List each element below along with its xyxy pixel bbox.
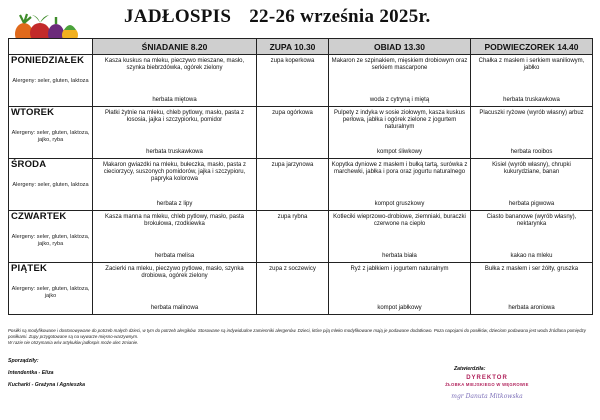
breakfast-cell — [93, 263, 257, 315]
soup-cell — [257, 107, 329, 159]
header-soup: ZUPA 10.30 — [257, 39, 329, 55]
lunch-dish: Ryż z jabłkiem i jogurtem naturalnym — [350, 266, 449, 272]
note-main: Posiłki są modyfikowane i dostosowywane do potrzeb małych dzieci, w tym do potrzeb alergików. Stosowane są indywidualne zamienniki alergenów. Dzieci, które piją mleko modyfikowane mają je podawane dodatkowo. Poza napojami do posiłków, dzieciom podawana jest woda źródlana pomiędzy posiłkami. Zupy przygotowane są na wywarze mięsno-warzywnym. — [8, 328, 586, 339]
breakfast-dish: Makaron gwiazdki na mleku, bułeczka, masło, pasta z cieciorzycy, suszonych pomidorów, jajka i szczypioru, papryka kolorowa — [102, 162, 247, 183]
prepared-by-cooks: Kucharki - Grażyna i Agnieszka — [8, 382, 86, 388]
lunch-dish: Kopytka dyniowe z masłem i bułką tartą, surówka z marchewki, jabłka i pora oraz jogurtu naturalnego — [331, 162, 468, 176]
day-name: ŚRODA — [11, 159, 47, 170]
snack-drink: herbata pigwowa — [508, 200, 555, 207]
breakfast-cell — [93, 211, 257, 263]
soup-cell — [257, 159, 329, 211]
day-name: PIĄTEK — [11, 263, 48, 274]
title-dates: 22-26 września 2025r. — [249, 6, 431, 27]
director-stamp-line: ŻŁOBKA MIEJSKIEGO W WĘGROWIE — [445, 382, 529, 387]
lunch-dish: Makaron ze szpinakiem, mięskiem drobiowym oraz serkiem mascarpone — [331, 58, 468, 72]
snack-dish: Ciasto bananowe (wyrób własny), nektarynka — [486, 214, 577, 228]
header-lunch: OBIAD 13.30 — [329, 39, 471, 55]
menu-table — [8, 38, 593, 315]
lunch-dish: Kotleciki wieprzowo-drobiowe, ziemniaki, buraczki czerwone na ciepło — [333, 214, 466, 228]
soup-cell — [257, 55, 329, 107]
snack-cell — [471, 159, 593, 211]
snack-drink: kakao na mleku — [510, 252, 553, 259]
lunch-cell — [329, 263, 471, 315]
menu-day-row — [9, 159, 593, 211]
soup-cell — [257, 263, 329, 315]
soup-dish: zupa z soczewicy — [269, 266, 316, 272]
day-cell — [9, 107, 93, 159]
day-allergens: Alergeny: seler, gluten, laktoza — [12, 182, 89, 188]
menu-header-row — [9, 39, 593, 55]
breakfast-dish: Kasza kuskus na mleku, pieczywo mieszane, masło, szynka biebrzdówka, ogórek zielony — [104, 58, 245, 72]
day-allergens: Alergeny: seler, gluten, laktoza, jajko, ryba — [11, 130, 90, 143]
breakfast-cell — [93, 107, 257, 159]
prepared-by — [8, 358, 85, 394]
prepared-by-label: Sporządziły: — [8, 358, 39, 364]
snack-dish: Chałka z masłem i serkiem waniliowym, jabłko — [478, 58, 585, 72]
day-allergens: Alergeny: seler, gluten, laktoza, jajko, ryba — [11, 234, 90, 247]
breakfast-cell — [93, 55, 257, 107]
day-name: WTOREK — [11, 107, 55, 118]
soup-dish: zupa jarzynowa — [271, 162, 314, 168]
menu-day-row — [9, 211, 593, 263]
lunch-drink: herbata biała — [382, 252, 417, 259]
breakfast-cell — [93, 159, 257, 211]
lunch-cell — [329, 55, 471, 107]
snack-dish: Placuszki ryżowe (wyrób własny) arbuz — [479, 110, 584, 116]
header-snack: PODWIECZOREK 14.40 — [471, 39, 593, 55]
day-name: PONIEDZIAŁEK — [11, 55, 85, 66]
lunch-drink: woda z cytryną i miętą — [369, 96, 430, 103]
day-cell — [9, 263, 93, 315]
snack-cell — [471, 263, 593, 315]
soup-dish: zupa koperkowa — [270, 58, 315, 64]
approval-label: Zatwierdziła: — [454, 366, 486, 372]
approval-signature — [432, 366, 542, 400]
snack-drink: herbata truskawkowa — [503, 96, 560, 103]
breakfast-drink: herbata malinowa — [150, 304, 199, 311]
header-breakfast: ŚNIADANIE 8.20 — [93, 39, 257, 55]
director-signature: mgr Danuta Mitkowska — [451, 393, 523, 400]
breakfast-dish: Zacierki na mleku, pieczywo pytlowe, masło, szynka drobiowa, ogórek zielony — [105, 266, 244, 280]
lunch-cell — [329, 107, 471, 159]
breakfast-dish: Kasza manna na mleku, chleb pytlowy, masło, pasta brokułowa, rzodkiewka — [105, 214, 244, 228]
breakfast-drink: herbata truskawkowa — [146, 148, 203, 155]
day-allergens: Alergeny: seler, gluten, laktoza, jajko — [11, 286, 90, 299]
snack-drink: herbata rooibos — [510, 148, 553, 155]
snack-cell — [471, 211, 593, 263]
breakfast-drink: herbata z lipy — [156, 200, 193, 207]
snack-drink: herbata aroniowa — [508, 304, 555, 311]
day-name: CZWARTEK — [11, 211, 67, 222]
menu-day-row — [9, 107, 593, 159]
day-cell — [9, 55, 93, 107]
snack-dish: Bułka z masłem i ser żółty, gruszka — [484, 266, 579, 272]
day-cell — [9, 159, 93, 211]
director-stamp: DYREKTOR — [466, 375, 508, 381]
breakfast-drink: herbata miętowa — [152, 96, 197, 103]
breakfast-drink: herbata melisa — [154, 252, 195, 259]
page-title — [124, 6, 431, 28]
menu-day-row — [9, 55, 593, 107]
header-corner — [9, 39, 93, 55]
lunch-drink: kompot jabłkowy — [377, 304, 422, 311]
soup-cell — [257, 211, 329, 263]
menu-day-row — [9, 263, 593, 315]
soup-dish: zupa rybna — [277, 214, 308, 220]
note-change: W razie nie otrzymania w/w artykułów jadłospis może ulec zmianie. — [8, 340, 139, 346]
snack-dish: Kisiel (wyrób własny), chrupki kukurydziane, banan — [492, 162, 571, 176]
day-allergens: Alergeny: seler, gluten, laktoza — [12, 78, 89, 84]
day-cell — [9, 211, 93, 263]
prepared-by-intendent: Intendentka - Eliza — [8, 370, 54, 376]
snack-cell — [471, 107, 593, 159]
title-text: JADŁOSPIS — [124, 6, 232, 27]
lunch-dish: Pulpety z indyka w sosie ziołowym, kasza kuskus perłowa, jabłka i ogórek zielone z jogurtem naturalnym — [333, 110, 466, 131]
breakfast-dish: Płatki żytnie na mleku, chleb pytlowy, masło, pasta z łososia, jajka i szczypiorku, pomidor — [105, 110, 244, 124]
lunch-drink: kompot gruszkowy — [374, 200, 425, 207]
lunch-cell — [329, 211, 471, 263]
notes — [8, 328, 596, 347]
lunch-drink: kompot śliwkowy — [376, 148, 422, 155]
lunch-cell — [329, 159, 471, 211]
soup-dish: zupa ogórkowa — [272, 110, 313, 116]
snack-cell — [471, 55, 593, 107]
